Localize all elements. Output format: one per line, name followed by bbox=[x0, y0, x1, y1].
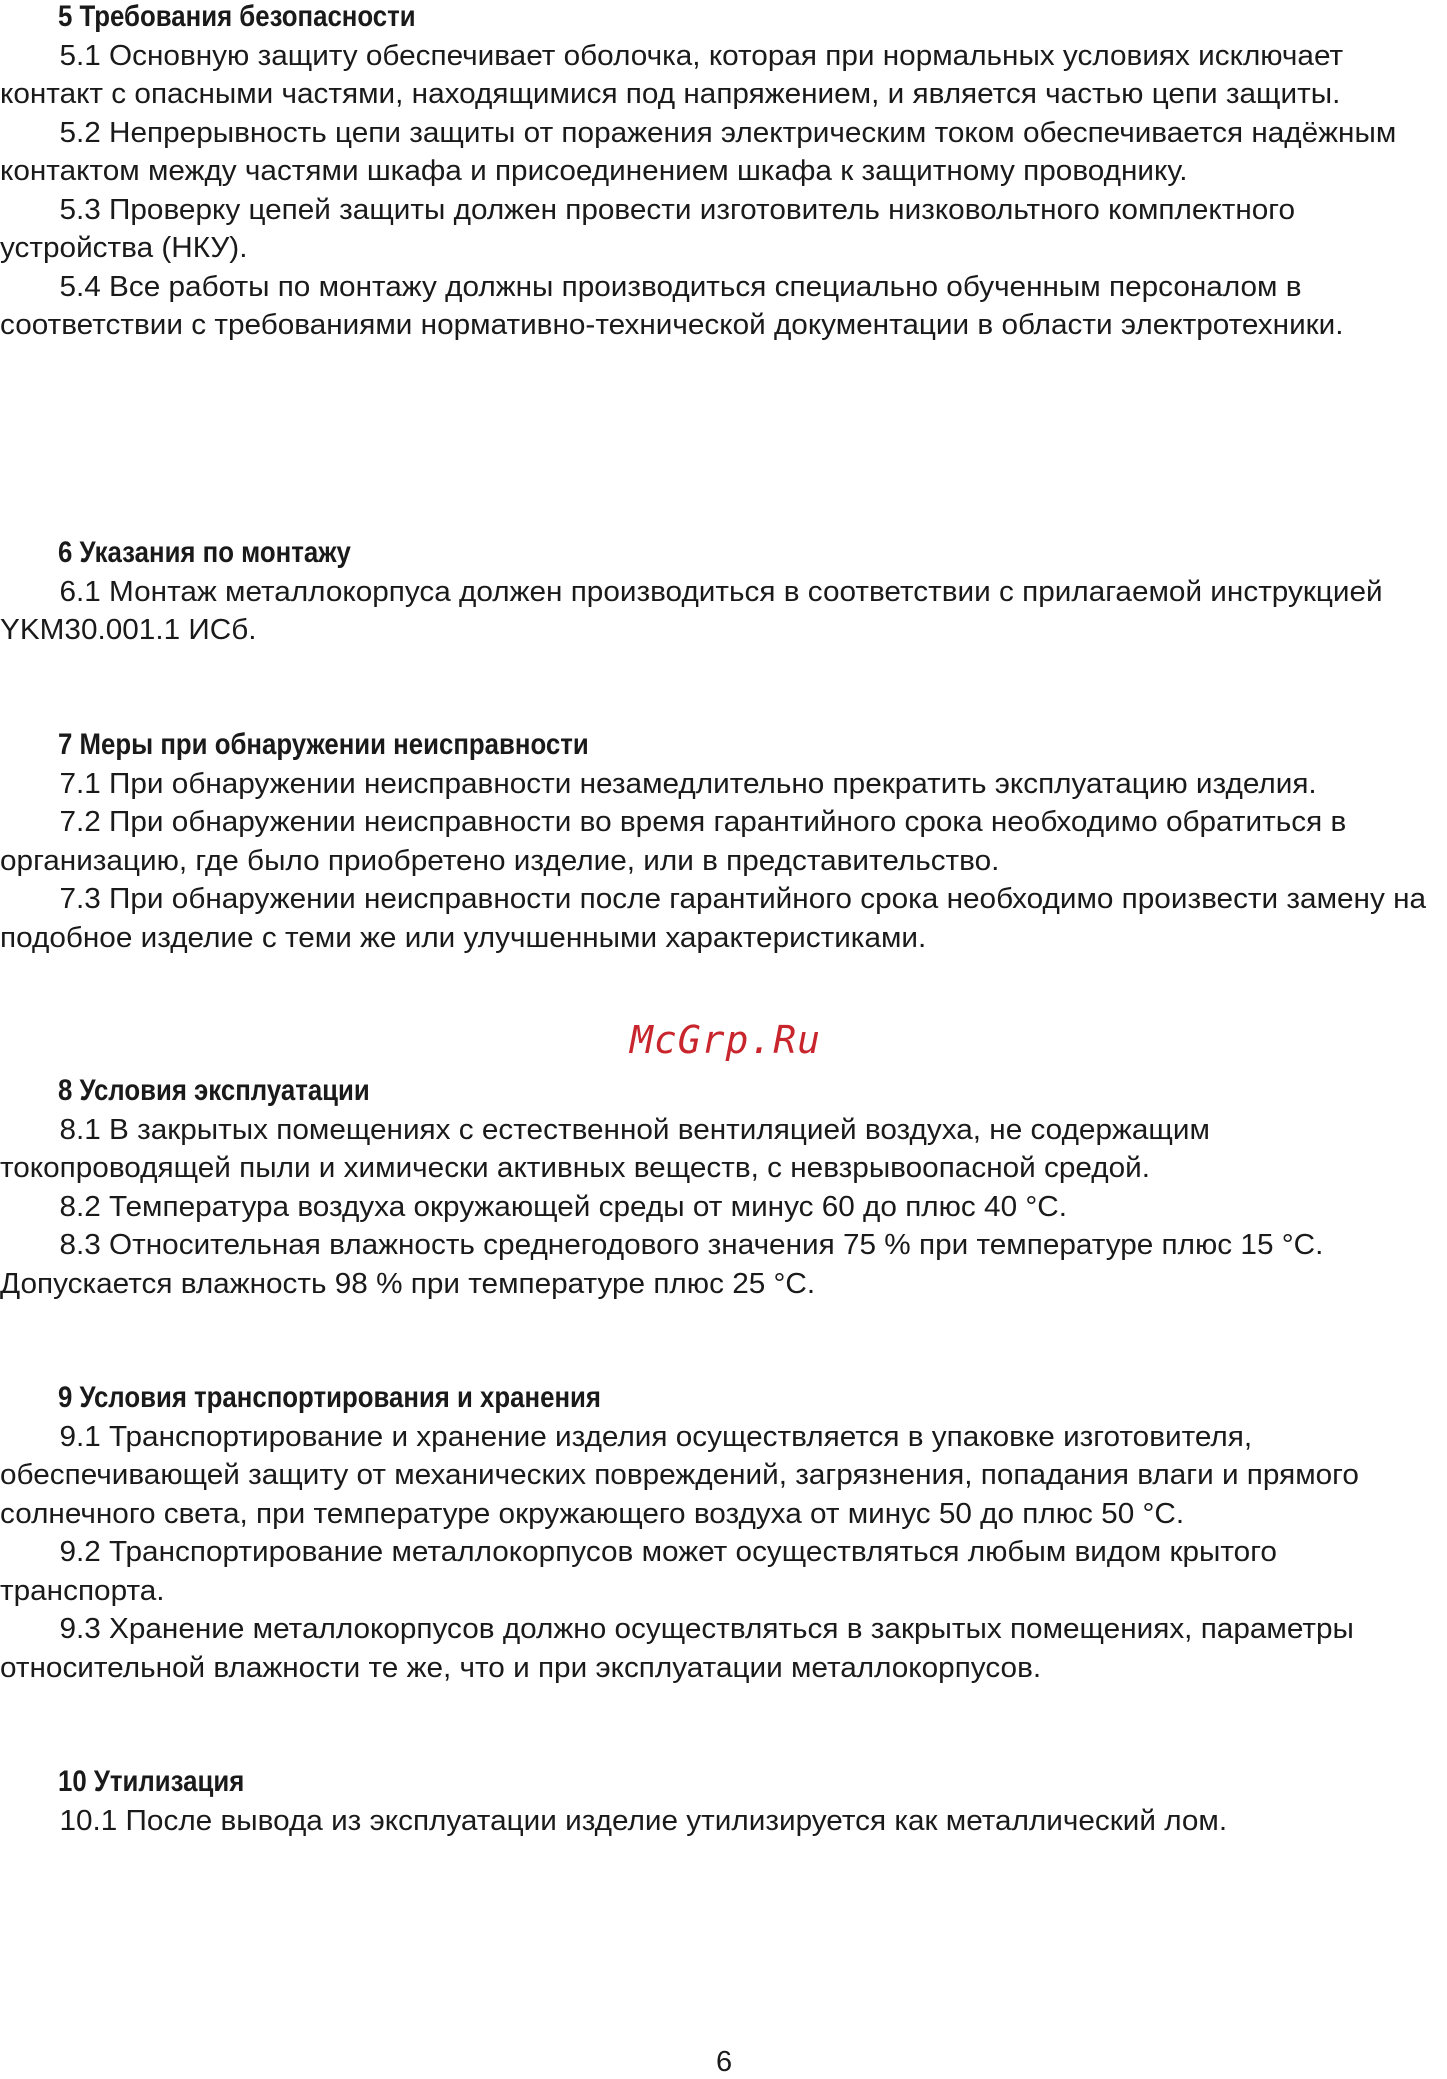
paragraph: 5.1 Основную защиту обеспечивает оболочка, которая при нормальных условиях исключает контакт с опасными частями, находящимися под напряжением, и является частью цепи защиты. bbox=[0, 39, 1344, 110]
section-disposal bbox=[0, 1763, 1447, 1840]
section-transport-storage bbox=[0, 1379, 1447, 1687]
paragraph: 7.2 При обнаружении неисправности во время гарантийного срока необходимо обратиться в организацию, где было приобретено изделие, или в представительство. bbox=[0, 806, 1347, 877]
paragraph: 5.2 Непрерывность цепи защиты от поражения электрическим током обеспечивается надёжным контактом между частями шкафа и присоединением шкафа к защитному проводнику. bbox=[0, 116, 1397, 187]
paragraph: 10.1 После вывода из эксплуатации изделие утилизируется как металлический лом. bbox=[59, 1804, 1228, 1837]
section-heading: 5 Требования безопасности bbox=[58, 0, 416, 33]
paragraph: 7.3 При обнаружении неисправности после гарантийного срока необходимо произвести замену на подобное изделие с теми же или улучшенными характеристиками. bbox=[0, 883, 1427, 954]
paragraph: 9.3 Хранение металлокорпусов должно осуществляться в закрытых помещениях, параметры относительной влажности те же, что и при эксплуатации металлокорпусов. bbox=[0, 1613, 1354, 1684]
paragraph: 5.4 Все работы по монтажу должны производиться специально обученным персоналом в соответствии с требованиями нормативно-технической документации в области электротехники. bbox=[0, 270, 1344, 341]
paragraph: 8.2 Температура воздуха окружающей среды от минус 60 до плюс 40 °С. bbox=[59, 1190, 1067, 1223]
section-heading: 9 Условия транспортирования и хранения bbox=[58, 1381, 601, 1414]
paragraph: 8.3 Относительная влажность среднегодового значения 75 % при температуре плюс 15 °С. Допускается влажность 98 % при температуре плюс 25 °С. bbox=[0, 1229, 1324, 1300]
watermark: McGrp.Ru bbox=[630, 1018, 822, 1062]
page-number: 6 bbox=[716, 2046, 733, 2078]
paragraph: 7.1 При обнаружении неисправности незамедлительно прекратить эксплуатацию изделия. bbox=[59, 767, 1317, 800]
section-malfunction bbox=[0, 726, 1447, 957]
section-heading: 7 Меры при обнаружении неисправности bbox=[58, 728, 589, 761]
paragraph: 5.3 Проверку цепей защиты должен провести изготовитель низковольтного комплектного устройства (НКУ). bbox=[0, 193, 1295, 264]
paragraph: 6.1 Монтаж металлокорпуса должен производиться в соответствии с прилагаемой инструкцией YKM30.001.1 ИСб. bbox=[0, 575, 1383, 646]
section-heading: 8 Условия эксплуатации bbox=[58, 1074, 370, 1107]
section-installation bbox=[0, 534, 1447, 650]
section-operating-conditions bbox=[0, 1072, 1447, 1303]
paragraph: 9.2 Транспортирование металлокорпусов может осуществляться любым видом крытого транспорта. bbox=[0, 1536, 1277, 1607]
section-heading: 6 Указания по монтажу bbox=[58, 536, 351, 569]
paragraph: 8.1 В закрытых помещениях с естественной вентиляцией воздуха, не содержащим токопроводящей пыли и химически активных веществ, с невзрывоопасной средой. bbox=[0, 1113, 1210, 1184]
section-heading: 10 Утилизация bbox=[58, 1765, 245, 1798]
section-safety bbox=[0, 0, 1447, 345]
paragraph: 9.1 Транспортирование и хранение изделия осуществляется в упаковке изготовителя, обеспечивающей защиту от механических повреждений, загрязнения, попадания влаги и прямого солнечного света, при температуре окружающего воздуха от минус 50 до плюс 50 °С. bbox=[0, 1420, 1359, 1530]
